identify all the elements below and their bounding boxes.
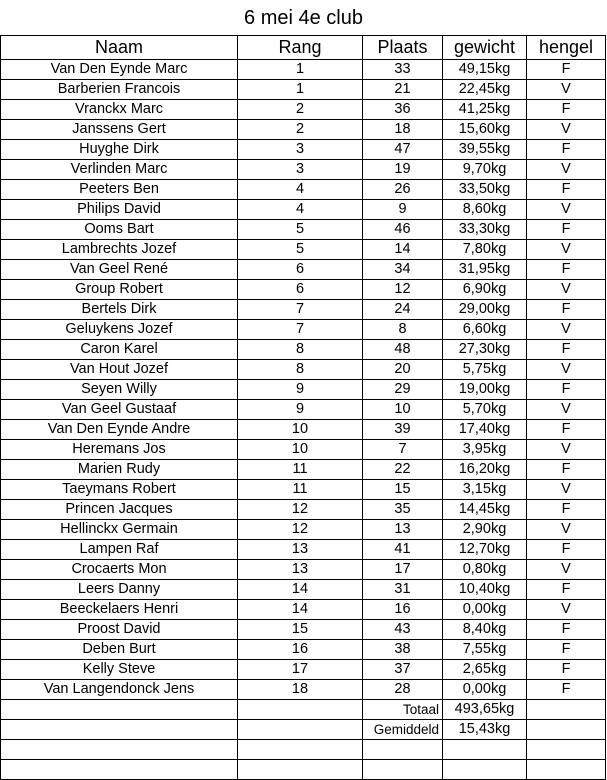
rang-cell[interactable]: 16 — [238, 640, 363, 660]
empty-cell[interactable] — [443, 740, 527, 760]
table-row — [1, 100, 606, 120]
header-cell-rang[interactable]: Rang — [238, 36, 363, 60]
name-cell[interactable]: Peeters Ben — [1, 180, 238, 200]
hengel-cell[interactable]: F — [527, 300, 606, 320]
name-cell[interactable]: Philips David — [1, 200, 238, 220]
plaats-cell[interactable]: 24 — [363, 300, 443, 320]
hengel-cell[interactable]: V — [527, 320, 606, 340]
name-cell[interactable]: Seyen Willy — [1, 380, 238, 400]
plaats-cell[interactable]: 41 — [363, 540, 443, 560]
total-label-cell[interactable]: Totaal — [363, 700, 443, 720]
plaats-cell[interactable]: 28 — [363, 680, 443, 700]
plaats-cell[interactable]: 9 — [363, 200, 443, 220]
gewicht-cell[interactable]: 39,55kg — [443, 140, 527, 160]
plaats-cell[interactable]: 16 — [363, 600, 443, 620]
name-cell[interactable]: Van Geel Gustaaf — [1, 400, 238, 420]
name-cell[interactable]: Kelly Steve — [1, 660, 238, 680]
empty-cell[interactable] — [527, 760, 606, 780]
hengel-cell[interactable]: F — [527, 220, 606, 240]
rang-cell[interactable]: 11 — [238, 460, 363, 480]
rang-cell[interactable]: 2 — [238, 120, 363, 140]
hengel-cell[interactable]: F — [527, 420, 606, 440]
gewicht-cell[interactable]: 29,00kg — [443, 300, 527, 320]
rang-cell[interactable]: 1 — [238, 80, 363, 100]
rang-cell[interactable]: 14 — [238, 600, 363, 620]
empty-cell[interactable] — [1, 760, 238, 780]
table-row — [1, 620, 606, 640]
plaats-cell[interactable]: 22 — [363, 460, 443, 480]
hengel-cell[interactable]: V — [527, 520, 606, 540]
gewicht-cell[interactable]: 33,30kg — [443, 220, 527, 240]
name-cell[interactable]: Huyghe Dirk — [1, 140, 238, 160]
table-row — [1, 320, 606, 340]
gewicht-cell[interactable]: 6,90kg — [443, 280, 527, 300]
table-row — [1, 640, 606, 660]
plaats-cell[interactable]: 36 — [363, 100, 443, 120]
table-row — [1, 420, 606, 440]
name-cell[interactable]: Crocaerts Mon — [1, 560, 238, 580]
empty-cell[interactable] — [527, 720, 606, 740]
table-row — [1, 240, 606, 260]
name-cell[interactable]: Bertels Dirk — [1, 300, 238, 320]
hengel-cell[interactable]: V — [527, 160, 606, 180]
hengel-cell[interactable]: F — [527, 680, 606, 700]
rang-cell[interactable]: 4 — [238, 180, 363, 200]
empty-cell[interactable] — [443, 760, 527, 780]
plaats-cell[interactable]: 34 — [363, 260, 443, 280]
rang-cell[interactable]: 13 — [238, 540, 363, 560]
name-cell[interactable]: Hellinckx Germain — [1, 520, 238, 540]
name-cell[interactable]: Leers Danny — [1, 580, 238, 600]
hengel-cell[interactable]: F — [527, 640, 606, 660]
plaats-cell[interactable]: 37 — [363, 660, 443, 680]
rang-cell[interactable]: 5 — [238, 240, 363, 260]
table-row — [1, 400, 606, 420]
table-row — [1, 440, 606, 460]
table-row — [1, 360, 606, 380]
plaats-cell[interactable]: 39 — [363, 420, 443, 440]
hengel-cell[interactable]: V — [527, 280, 606, 300]
name-cell[interactable]: Barberien Francois — [1, 80, 238, 100]
gewicht-cell[interactable]: 7,55kg — [443, 640, 527, 660]
rang-cell[interactable]: 9 — [238, 400, 363, 420]
header-cell-hengel[interactable]: hengel — [527, 36, 606, 60]
total-label-cell[interactable]: Gemiddeld — [363, 720, 443, 740]
gewicht-cell[interactable]: 6,60kg — [443, 320, 527, 340]
table-row — [1, 300, 606, 320]
hengel-cell[interactable]: V — [527, 120, 606, 140]
name-cell[interactable]: Vranckx Marc — [1, 100, 238, 120]
rang-cell[interactable]: 2 — [238, 100, 363, 120]
table-row — [1, 160, 606, 180]
hengel-cell[interactable]: V — [527, 200, 606, 220]
name-cell[interactable]: Geluykens Jozef — [1, 320, 238, 340]
table-row — [1, 140, 606, 160]
rang-cell[interactable]: 6 — [238, 260, 363, 280]
gewicht-cell[interactable]: 12,70kg — [443, 540, 527, 560]
plaats-cell[interactable]: 18 — [363, 120, 443, 140]
rang-cell[interactable]: 12 — [238, 500, 363, 520]
gewicht-cell[interactable]: 17,40kg — [443, 420, 527, 440]
table-row — [1, 680, 606, 700]
table-row — [1, 560, 606, 580]
plaats-cell[interactable]: 48 — [363, 340, 443, 360]
hengel-cell[interactable]: V — [527, 600, 606, 620]
gewicht-cell[interactable]: 27,30kg — [443, 340, 527, 360]
plaats-cell[interactable]: 26 — [363, 180, 443, 200]
sheet-title: 6 mei 4e club — [244, 7, 363, 29]
name-cell[interactable]: Proost David — [1, 620, 238, 640]
table-row — [1, 660, 606, 680]
rang-cell[interactable]: 7 — [238, 320, 363, 340]
plaats-cell[interactable]: 15 — [363, 480, 443, 500]
plaats-cell[interactable]: 7 — [363, 440, 443, 460]
gewicht-cell[interactable]: 16,20kg — [443, 460, 527, 480]
hengel-cell[interactable]: F — [527, 660, 606, 680]
name-cell[interactable]: Caron Karel — [1, 340, 238, 360]
gewicht-cell[interactable]: 49,15kg — [443, 60, 527, 80]
empty-cell[interactable] — [1, 720, 238, 740]
name-cell[interactable]: Taeymans Robert — [1, 480, 238, 500]
gewicht-cell[interactable]: 5,70kg — [443, 400, 527, 420]
plaats-cell[interactable]: 20 — [363, 360, 443, 380]
empty-cell[interactable] — [527, 740, 606, 760]
rang-cell[interactable]: 7 — [238, 300, 363, 320]
hengel-cell[interactable]: V — [527, 360, 606, 380]
empty-cell[interactable] — [363, 760, 443, 780]
plaats-cell[interactable]: 13 — [363, 520, 443, 540]
name-cell[interactable]: Deben Burt — [1, 640, 238, 660]
plaats-cell[interactable]: 12 — [363, 280, 443, 300]
rang-cell[interactable]: 11 — [238, 480, 363, 500]
table-row — [1, 220, 606, 240]
hengel-cell[interactable]: F — [527, 500, 606, 520]
header-row — [1, 36, 606, 60]
rang-cell[interactable]: 15 — [238, 620, 363, 640]
total-value-cell[interactable]: 15,43kg — [443, 720, 527, 740]
gewicht-cell[interactable]: 5,75kg — [443, 360, 527, 380]
rang-cell[interactable]: 14 — [238, 580, 363, 600]
gewicht-cell[interactable]: 14,45kg — [443, 500, 527, 520]
totals-row — [1, 720, 606, 740]
hengel-cell[interactable]: F — [527, 380, 606, 400]
table-row — [1, 500, 606, 520]
name-cell[interactable]: Janssens Gert — [1, 120, 238, 140]
name-cell[interactable]: Heremans Jos — [1, 440, 238, 460]
plaats-cell[interactable]: 21 — [363, 80, 443, 100]
empty-cell[interactable] — [238, 740, 363, 760]
plaats-cell[interactable]: 38 — [363, 640, 443, 660]
rang-cell[interactable]: 17 — [238, 660, 363, 680]
hengel-cell[interactable]: V — [527, 80, 606, 100]
table-row — [1, 480, 606, 500]
table-row — [1, 260, 606, 280]
rang-cell[interactable]: 6 — [238, 280, 363, 300]
name-cell[interactable]: Beeckelaers Henri — [1, 600, 238, 620]
hengel-cell[interactable]: F — [527, 340, 606, 360]
table-row — [1, 340, 606, 360]
table-row — [1, 80, 606, 100]
gewicht-cell[interactable]: 33,50kg — [443, 180, 527, 200]
rang-cell[interactable]: 1 — [238, 60, 363, 80]
rang-cell[interactable]: 10 — [238, 440, 363, 460]
totals-row — [1, 700, 606, 720]
gewicht-cell[interactable]: 0,80kg — [443, 560, 527, 580]
table-row — [1, 580, 606, 600]
table-row — [1, 180, 606, 200]
header-cell-naam[interactable]: Naam — [1, 36, 238, 60]
plaats-cell[interactable]: 35 — [363, 500, 443, 520]
rang-cell[interactable]: 18 — [238, 680, 363, 700]
gewicht-cell[interactable]: 3,95kg — [443, 440, 527, 460]
name-cell[interactable]: Group Robert — [1, 280, 238, 300]
hengel-cell[interactable]: F — [527, 540, 606, 560]
table-row — [1, 380, 606, 400]
plaats-cell[interactable]: 14 — [363, 240, 443, 260]
plaats-cell[interactable]: 19 — [363, 160, 443, 180]
gewicht-cell[interactable]: 8,40kg — [443, 620, 527, 640]
rang-cell[interactable]: 5 — [238, 220, 363, 240]
hengel-cell[interactable]: V — [527, 480, 606, 500]
table-row — [1, 120, 606, 140]
table-row — [1, 200, 606, 220]
empty-cell[interactable] — [238, 700, 363, 720]
hengel-cell[interactable]: F — [527, 260, 606, 280]
rang-cell[interactable]: 8 — [238, 360, 363, 380]
table-row — [1, 540, 606, 560]
table-row — [1, 60, 606, 80]
empty-cell[interactable] — [238, 760, 363, 780]
rang-cell[interactable]: 10 — [238, 420, 363, 440]
total-value-cell[interactable]: 493,65kg — [443, 700, 527, 720]
gewicht-cell[interactable]: 0,00kg — [443, 600, 527, 620]
hengel-cell[interactable]: V — [527, 240, 606, 260]
gewicht-cell[interactable]: 41,25kg — [443, 100, 527, 120]
name-cell[interactable]: Verlinden Marc — [1, 160, 238, 180]
name-cell[interactable]: Van Den Eynde Andre — [1, 420, 238, 440]
name-cell[interactable]: Van Hout Jozef — [1, 360, 238, 380]
name-cell[interactable]: Lambrechts Jozef — [1, 240, 238, 260]
gewicht-cell[interactable]: 10,40kg — [443, 580, 527, 600]
hengel-cell[interactable]: F — [527, 580, 606, 600]
name-cell[interactable]: Van Langendonck Jens — [1, 680, 238, 700]
empty-row — [1, 760, 606, 780]
empty-cell[interactable] — [1, 740, 238, 760]
header-cell-gewicht[interactable]: gewicht — [443, 36, 527, 60]
rang-cell[interactable]: 12 — [238, 520, 363, 540]
table-row — [1, 460, 606, 480]
plaats-cell[interactable]: 29 — [363, 380, 443, 400]
name-cell[interactable]: Princen Jacques — [1, 500, 238, 520]
gewicht-cell[interactable]: 2,65kg — [443, 660, 527, 680]
rang-cell[interactable]: 8 — [238, 340, 363, 360]
name-cell[interactable]: Marien Rudy — [1, 460, 238, 480]
hengel-cell[interactable]: F — [527, 100, 606, 120]
empty-cell[interactable] — [527, 700, 606, 720]
plaats-cell[interactable]: 47 — [363, 140, 443, 160]
name-cell[interactable]: Ooms Bart — [1, 220, 238, 240]
plaats-cell[interactable]: 46 — [363, 220, 443, 240]
gewicht-cell[interactable]: 2,90kg — [443, 520, 527, 540]
empty-cell[interactable] — [1, 700, 238, 720]
table-row — [1, 520, 606, 540]
table-row — [1, 600, 606, 620]
gewicht-cell[interactable]: 15,60kg — [443, 120, 527, 140]
empty-cell[interactable] — [363, 740, 443, 760]
empty-cell[interactable] — [238, 720, 363, 740]
gewicht-cell[interactable]: 19,00kg — [443, 380, 527, 400]
plaats-cell[interactable]: 10 — [363, 400, 443, 420]
rang-cell[interactable]: 4 — [238, 200, 363, 220]
gewicht-cell[interactable]: 8,60kg — [443, 200, 527, 220]
hengel-cell[interactable]: F — [527, 620, 606, 640]
gewicht-cell[interactable]: 3,15kg — [443, 480, 527, 500]
hengel-cell[interactable]: F — [527, 460, 606, 480]
header-cell-plaats[interactable]: Plaats — [363, 36, 443, 60]
hengel-cell[interactable]: F — [527, 60, 606, 80]
hengel-cell[interactable]: F — [527, 140, 606, 160]
hengel-cell[interactable]: V — [527, 400, 606, 420]
gewicht-cell[interactable]: 7,80kg — [443, 240, 527, 260]
rang-cell[interactable]: 3 — [238, 140, 363, 160]
gewicht-cell[interactable]: 0,00kg — [443, 680, 527, 700]
plaats-cell[interactable]: 33 — [363, 60, 443, 80]
gewicht-cell[interactable]: 9,70kg — [443, 160, 527, 180]
hengel-cell[interactable]: F — [527, 180, 606, 200]
name-cell[interactable]: Lampen Raf — [1, 540, 238, 560]
name-cell[interactable]: Van Geel René — [1, 260, 238, 280]
rang-cell[interactable]: 13 — [238, 560, 363, 580]
plaats-cell[interactable]: 8 — [363, 320, 443, 340]
plaats-cell[interactable]: 31 — [363, 580, 443, 600]
results-table — [0, 35, 606, 780]
hengel-cell[interactable]: V — [527, 440, 606, 460]
rang-cell[interactable]: 9 — [238, 380, 363, 400]
name-cell[interactable]: Van Den Eynde Marc — [1, 60, 238, 80]
plaats-cell[interactable]: 43 — [363, 620, 443, 640]
table-row — [1, 280, 606, 300]
gewicht-cell[interactable]: 22,45kg — [443, 80, 527, 100]
plaats-cell[interactable]: 17 — [363, 560, 443, 580]
hengel-cell[interactable]: V — [527, 560, 606, 580]
rang-cell[interactable]: 3 — [238, 160, 363, 180]
empty-row — [1, 740, 606, 760]
gewicht-cell[interactable]: 31,95kg — [443, 260, 527, 280]
